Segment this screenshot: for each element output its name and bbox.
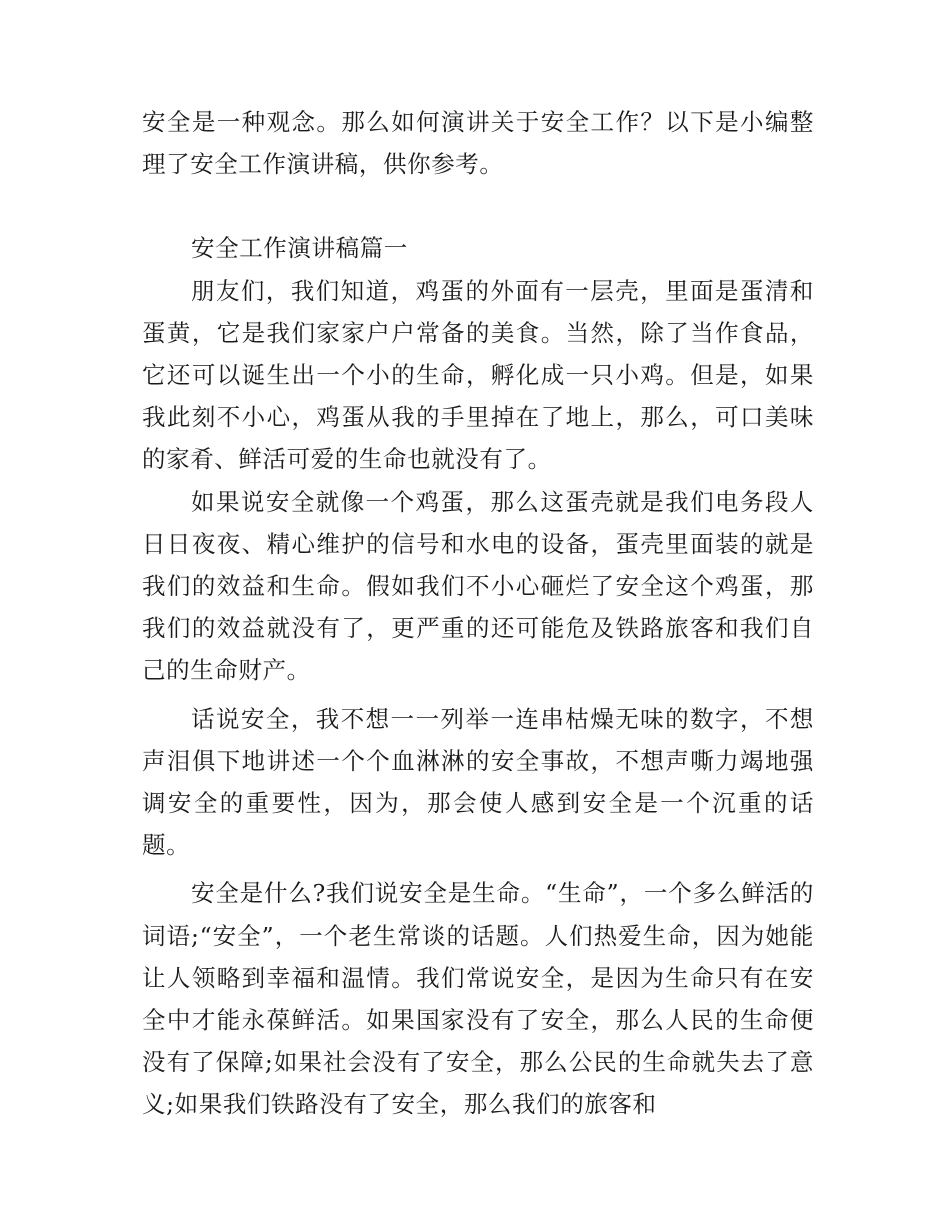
section-title: 安全工作演讲稿篇一 [191, 234, 408, 263]
body-paragraph-1: 朋友们，我们知道，鸡蛋的外面有一层壳，里面是蛋清和蛋黄，它是我们家家户户常备的美食。当然，除了当作食品，它还可以诞生出一个小的生命，孵化成一只小鸡。但是，如果我此刻不小心，鸡蛋从我的手里掉在了地上，那么，可口美味的家肴、鲜活可爱的生命也就没有了。 [142, 276, 814, 474]
body-paragraph-3: 话说安全，我不想一一列举一连串枯燥无味的数字，不想声泪俱下地讲述一个个血淋淋的安全事故，不想声嘶力竭地强调安全的重要性，因为，那会使人感到安全是一个沉重的话题。 [142, 704, 814, 860]
body-paragraph-4: 安全是什么?我们说安全是生命。“生命”，一个多么鲜活的词语;“安全”，一个老生常谈的话题。人们热爱生命，因为她能让人领略到幸福和温情。我们常说安全，是因为生命只有在安全中才能永葆鲜活。如果国家没有了安全，那么人民的生命便没有了保障;如果社会没有了安全，那么公民的生命就失去了意义;如果我们铁路没有了安全，那么我们的旅客和 [142, 879, 814, 1119]
body-paragraph-2: 如果说安全就像一个鸡蛋，那么这蛋壳就是我们电务段人日日夜夜、精心维护的信号和水电的设备，蛋壳里面装的就是我们的效益和生命。假如我们不小心砸烂了安全这个鸡蛋，那我们的效益就没有了，更严重的还可能危及铁路旅客和我们自己的生命财产。 [142, 487, 814, 685]
intro-paragraph: 安全是一种观念。那么如何演讲关于安全工作？以下是小编整理了安全工作演讲稿，供你参考。 [142, 108, 814, 179]
document-page [142, 101, 814, 1126]
